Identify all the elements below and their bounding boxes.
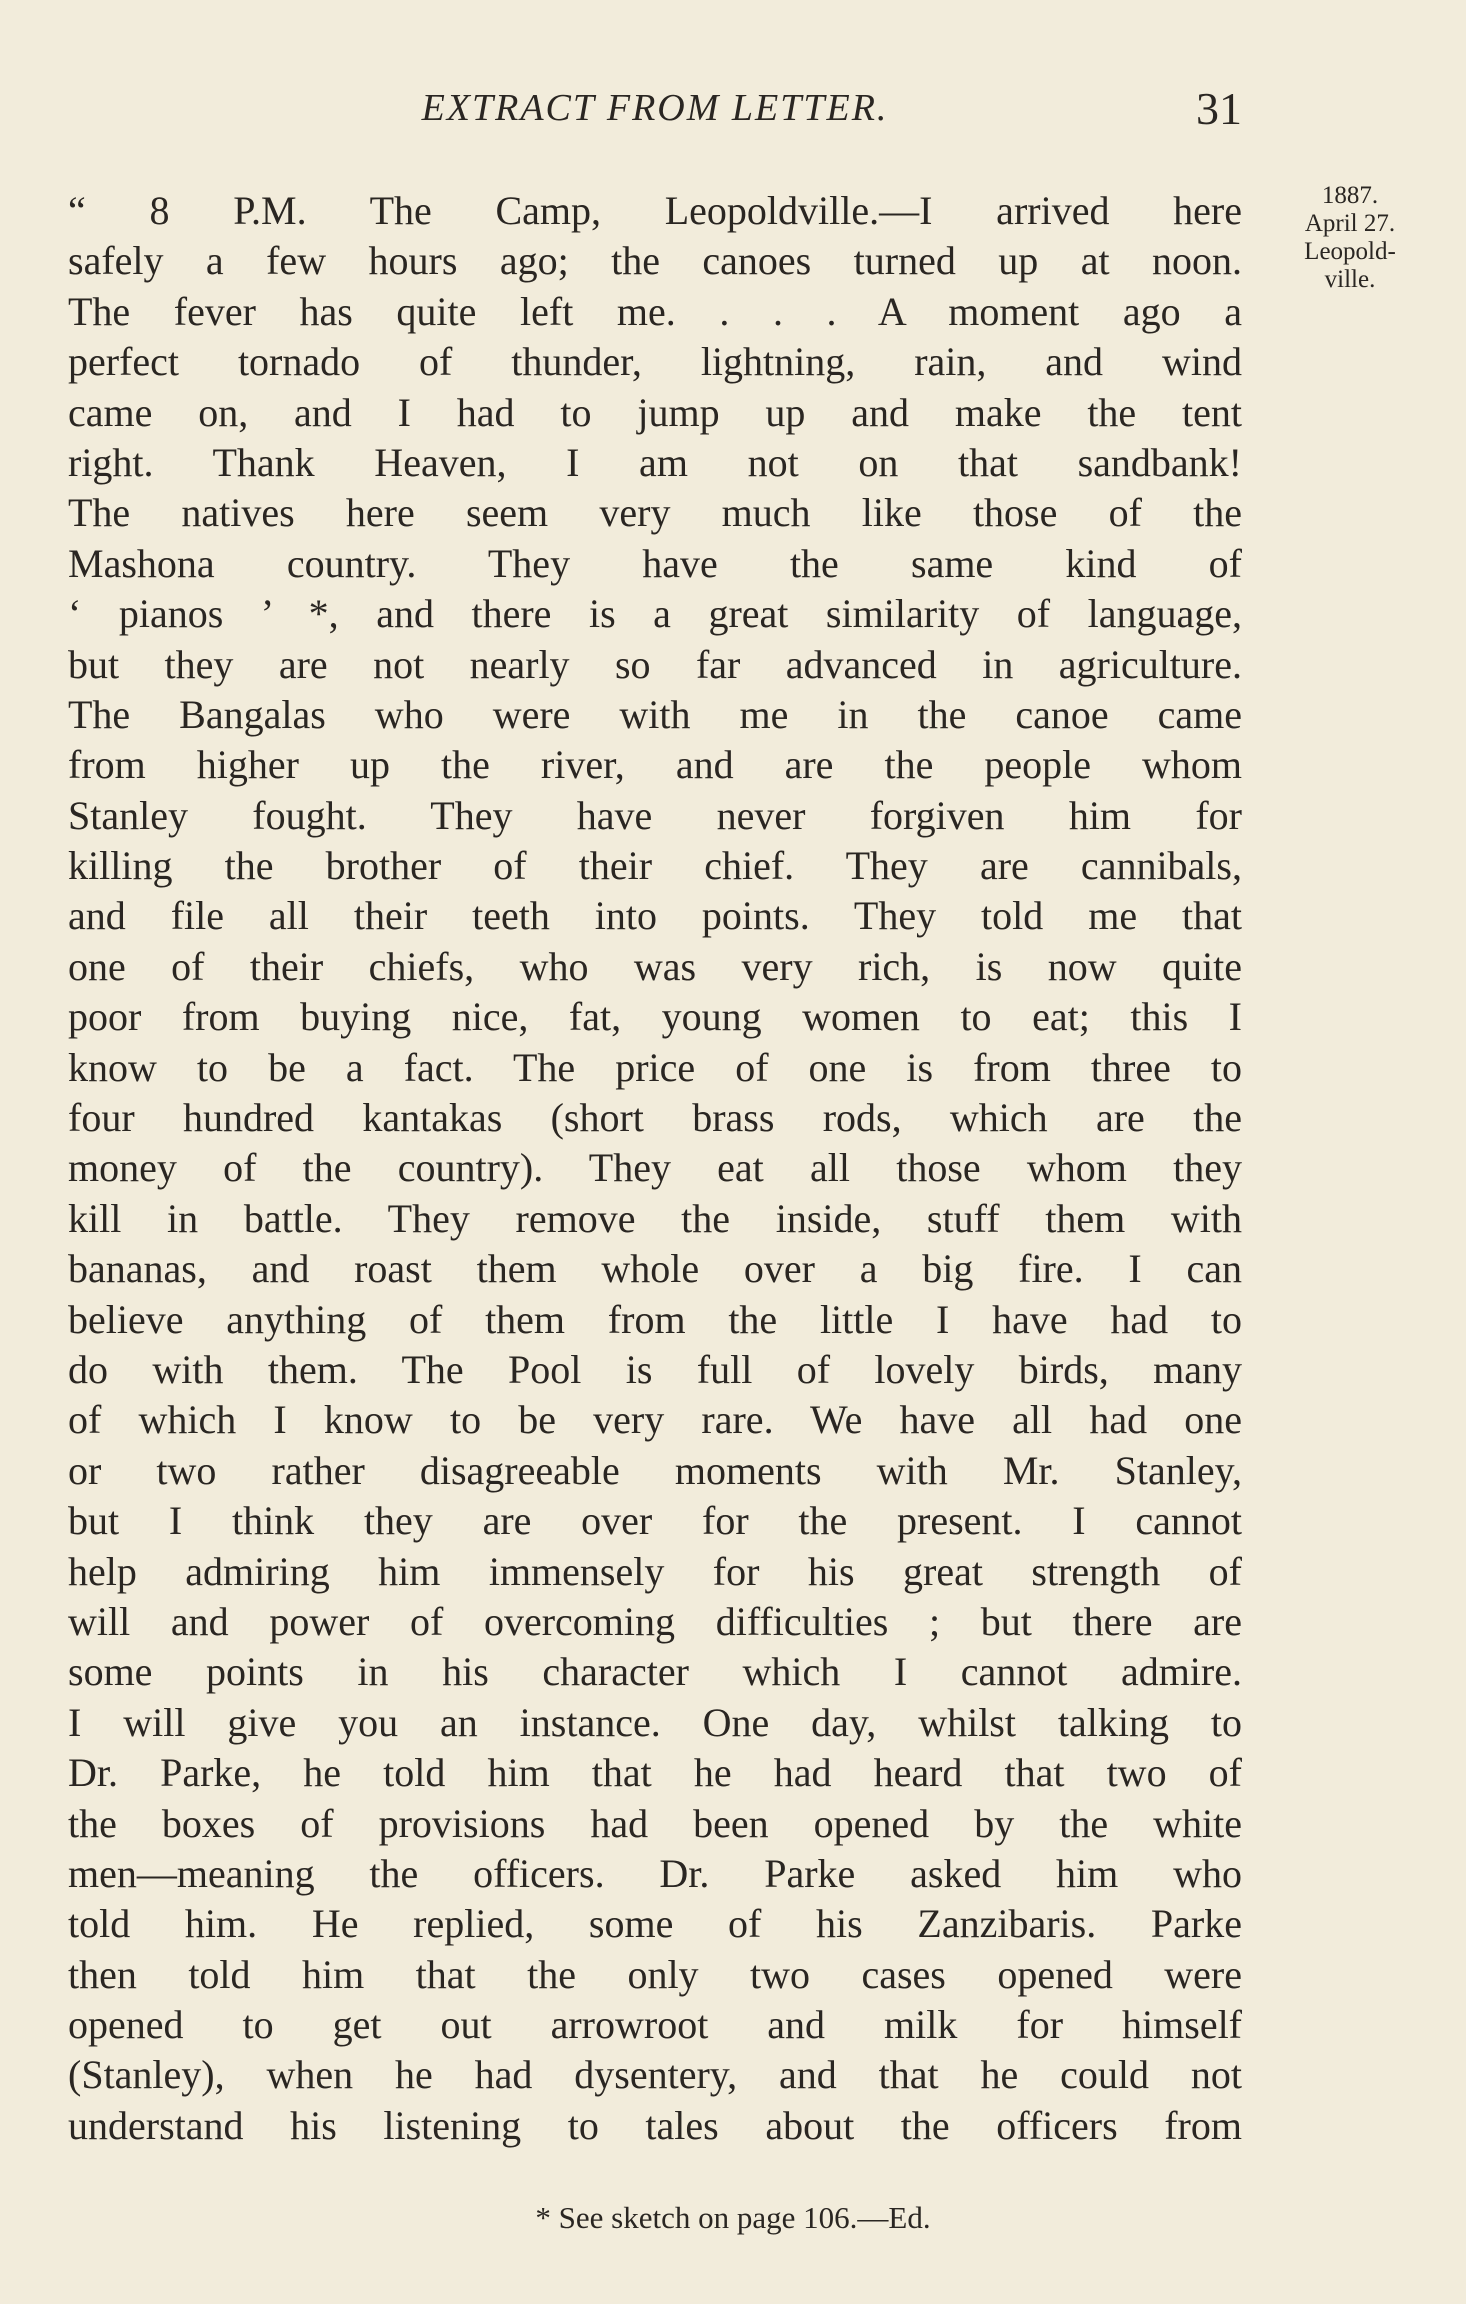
text-line: The fever has quite left me. . . . A moment ago a [68,288,1242,334]
text-line: but I think they are over for the present. I cannot [68,1498,1242,1544]
text-line: Stanley fought. They have never forgiven him for [68,792,1242,838]
text-line: poor from buying nice, fat, young women to eat; this I [68,994,1242,1040]
text-line: (Stanley), when he had dysentery, and that he could not [68,2052,1242,2098]
text-line: I will give you an instance. One day, whilst talking to [68,1699,1242,1745]
text-line: Mashona country. They have the same kind of [68,540,1242,586]
page-number: 31 [1196,83,1242,134]
text-line: The Bangalas who were with me in the canoe came [68,691,1242,737]
text-line: one of their chiefs, who was very rich, is now quite [68,943,1242,989]
text-line: believe anything of them from the little I have had to [68,1296,1242,1342]
text-line: ‘ pianos ’ *, and there is a great similarity of language, [68,591,1242,637]
letter-text [68,186,1242,2151]
margin-note-place-end: ville. [1324,266,1376,293]
text-line: perfect tornado of thunder, lightning, rain, and wind [68,339,1242,385]
text-line: Dr. Parke, he told him that he had heard that two of [68,1750,1242,1796]
text-line: from higher up the river, and are the people whom [68,742,1242,788]
text-line: of which I know to be very rare. We have all had one [68,1397,1242,1443]
text-line: help admiring him immensely for his great strength of [68,1548,1242,1594]
text-line: money of the country). They eat all those whom they [68,1145,1242,1191]
text-line: the boxes of provisions had been opened by the white [68,1800,1242,1846]
text-line: and file all their teeth into points. They told me that [68,893,1242,939]
margin-note [1270,182,1430,294]
text-line: will and power of overcoming difficulties ; but there are [68,1598,1242,1644]
margin-note-year: 1887. [1321,182,1379,209]
running-title: EXTRACT FROM LETTER. [421,87,889,129]
text-line: bananas, and roast them whole over a big fire. I can [68,1246,1242,1292]
text-line: then told him that the only two cases opened were [68,1951,1242,1997]
text-line: The natives here seem very much like those of the [68,490,1242,536]
text-line: four hundred kantakas (short brass rods, which are the [68,1095,1242,1141]
text-line: or two rather disagreeable moments with Mr. Stanley, [68,1447,1242,1493]
text-line: some points in his character which I cannot admire. [68,1649,1242,1695]
margin-note-date: April 27. [1304,210,1396,237]
text-line: understand his listening to tales about the officers from [68,2102,1242,2148]
margin-note-place: Leopold- [1304,238,1396,265]
text-line: opened to get out arrowroot and milk for himself [68,2002,1242,2048]
text-line: “ 8 P.M. The Camp, Leopoldville.—I arrived here [68,188,1242,233]
text-line: told him. He replied, some of his Zanzibaris. Parke [68,1901,1242,1947]
text-line: do with them. The Pool is full of lovely birds, many [68,1346,1242,1392]
text-line: killing the brother of their chief. They are cannibals, [68,843,1242,889]
text-line: right. Thank Heaven, I am not on that sandbank! [68,439,1242,485]
running-header [68,83,1242,146]
text-line: came on, and I had to jump up and make the tent [68,389,1242,435]
text-line: safely a few hours ago; the canoes turned up at noon. [68,238,1242,284]
text-line: kill in battle. They remove the inside, stuff them with [68,1195,1242,1241]
text-line: but they are not nearly so far advanced in agriculture. [68,641,1242,687]
text-line: know to be a fact. The price of one is from three to [68,1044,1242,1090]
footnote: * See sketch on page 106.—Ed. [535,2200,931,2235]
text-line: men—meaning the officers. Dr. Parke asked him who [68,1850,1242,1896]
